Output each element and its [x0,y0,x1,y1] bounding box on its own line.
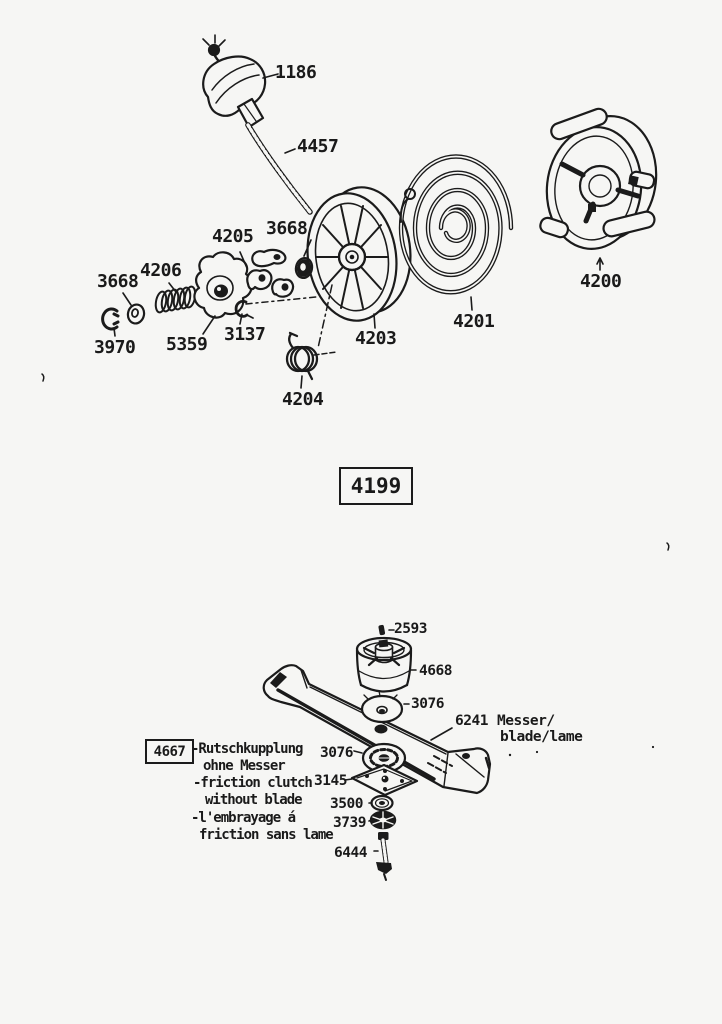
scan-specks [42,374,669,756]
pawl-plate-drawing [194,252,251,317]
part-label-4203: 4203 [355,328,397,349]
recoil-spring-drawing [401,156,511,292]
note-line-1: -Rutschkupplung [191,741,303,757]
note-line-6: friction sans lame [199,827,333,843]
part-label-3145: 3145 [314,773,347,789]
flat-washer-drawing [372,796,393,810]
part-label-3668-left: 3668 [97,271,139,292]
drive-spring-drawing [154,286,196,313]
washer-left-drawing [126,303,146,325]
lock-washer-drawing [371,812,396,829]
adapter-plate-drawing [352,765,417,795]
part-label-3076-upper: 3076 [411,696,444,712]
assembly-number-box [339,467,413,505]
part-label-4201: 4201 [453,311,495,332]
key-pin-drawing [378,625,385,636]
part-label-4457: 4457 [297,136,339,157]
blade-caption-en-fr: blade/lame [500,729,583,745]
part-label-3500: 3500 [330,796,363,812]
part-label-4204: 4204 [282,389,324,410]
blade-caption-de: Messer/ [497,713,555,729]
part-label-6241: 6241 [455,713,488,729]
part-label-4200: 4200 [580,271,622,292]
rope-pulley-drawing [300,181,419,326]
part-label-4205: 4205 [212,226,254,247]
retainer-ring-drawing [103,309,118,329]
washer-upper-drawing [362,691,402,722]
note-line-2: ohne Messer [203,758,285,774]
note-line-4: without blade [205,792,302,808]
note-number-box [145,739,194,764]
pawl-set-drawing [247,250,293,297]
assembly-number: 4199 [350,473,402,498]
part-label-3739: 3739 [333,815,366,831]
part-label-5359: 5359 [166,334,208,355]
bolt-drawing [376,832,392,880]
part-label-4668: 4668 [419,663,452,679]
part-label-4206: 4206 [140,260,182,281]
part-label-3137: 3137 [224,324,266,345]
note-number: 4667 [153,743,186,760]
note-line-5: -l'embrayage á [191,810,296,826]
starter-housing-drawing [539,107,663,270]
starter-handle-drawing [203,57,265,127]
part-label-1186: 1186 [275,62,317,83]
note-line-3: -friction clutch [193,775,312,791]
part-label-3076-lower: 3076 [320,745,353,761]
part-label-3668-right: 3668 [266,218,308,239]
return-spring-drawing [287,333,317,379]
part-label-2593: 2593 [394,621,427,637]
clutch-cup-drawing [357,638,411,692]
part-label-3970: 3970 [94,337,136,358]
part-label-6444: 6444 [334,845,367,861]
